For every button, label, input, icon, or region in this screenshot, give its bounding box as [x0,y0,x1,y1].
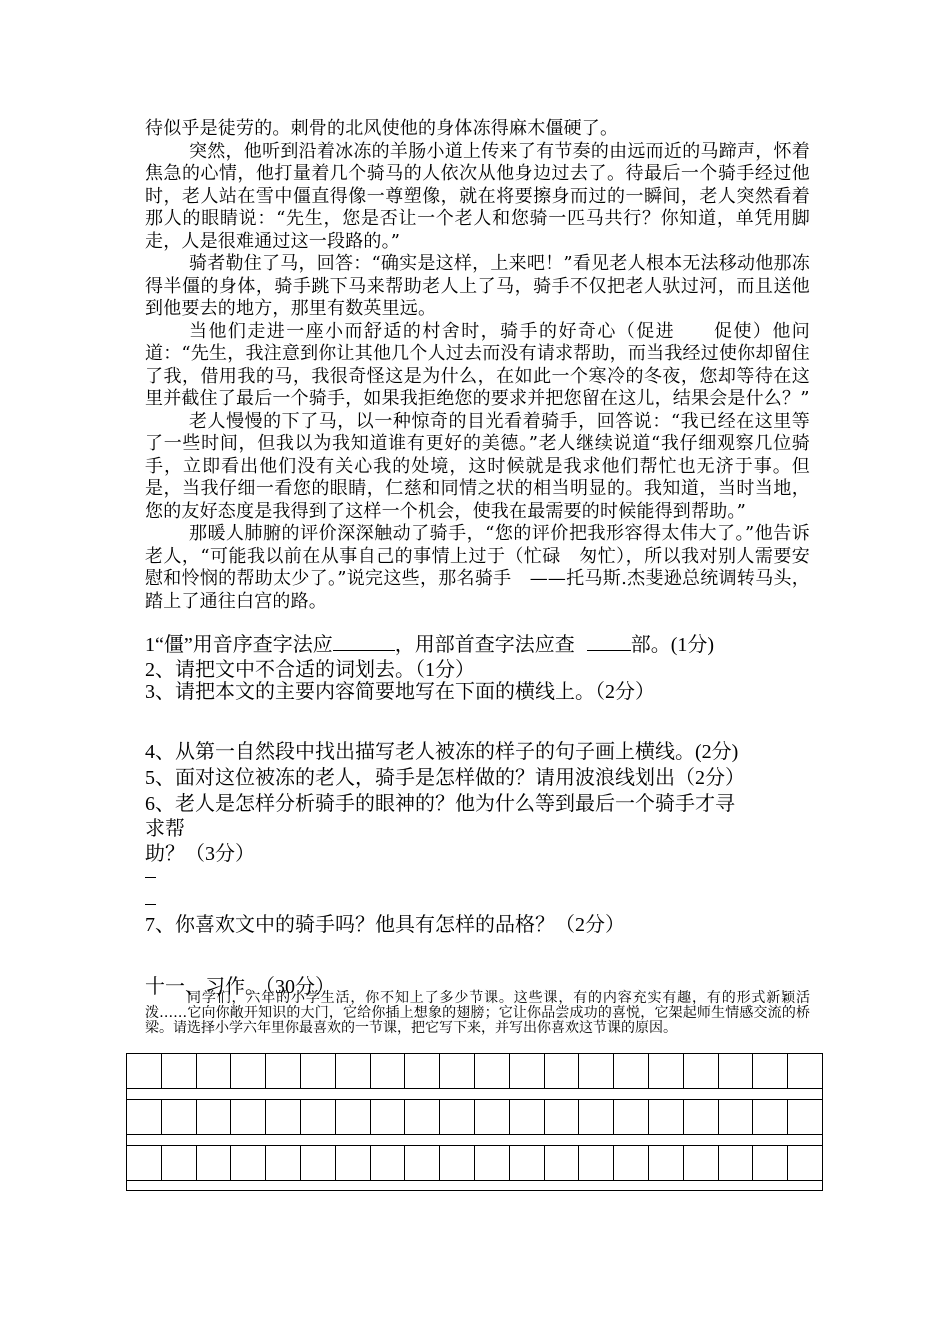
passage-paragraph: 当他们走进一座小而舒适的村舍时，骑手的好奇心（促进 促使）他问道：“先生，我注意到你让其他几个人过去而没有请求帮助，而当我经过使你却留住了我，借用我的马，我很奇怪这是为什么，在如此一个寒冷的冬夜，您却等待在这里并截住了最后一个骑手，如果我拒绝您的要求并把您留在这儿，结果会是什么？” [145,320,810,409]
grid-cell[interactable] [510,1100,545,1134]
grid-cell[interactable] [684,1100,719,1134]
grid-cell[interactable] [649,1054,684,1088]
grid-cell[interactable] [788,1100,822,1134]
grid-border [822,1053,823,1191]
passage-paragraph: 骑者勒住了马，回答：“确实是这样，上来吧！”看见老人根本无法移动他那冻得半僵的身体，骑手跳下马来帮助老人上了马，骑手不仅把老人驮过河，而且送他到他要去的地方，那里有数英里远。 [145,253,810,319]
grid-cell[interactable] [301,1100,336,1134]
passage-paragraph: 突然，他听到沿着冰冻的羊肠小道上传来了有节奏的由远而近的马蹄声，怀着焦急的心情，他打量着几个骑马的人依次从他身边过去了。待最后一个骑手经过他时，老人站在雪中僵直得像一尊塑像，就在将要擦身而过的一瞬间，老人突然看着那人的眼睛说：“先生，您是否让一个老人和您骑一匹马共行？你知道，单凭用脚走，人是很难通过这一段路的。” [145,140,810,252]
grid-cell[interactable] [405,1100,440,1134]
answer-line[interactable] [145,904,156,905]
grid-cell[interactable] [753,1100,788,1134]
question-1-text: ，用部首查字法应查 [394,634,575,656]
question-6: 6、老人是怎样分析骑手的眼神的？他为什么等到最后一个骑手才寻 [145,793,735,815]
grid-cell[interactable] [719,1146,754,1180]
grid-cell[interactable] [614,1100,649,1134]
grid-cell[interactable] [440,1100,475,1134]
grid-cell[interactable] [301,1146,336,1180]
grid-cell[interactable] [162,1100,197,1134]
grid-cell[interactable] [753,1054,788,1088]
question-4: 4、从第一自然段中找出描写老人被冻的样子的句子画上横线。(2分) [145,741,739,763]
reading-passage [145,118,810,613]
grid-cell[interactable] [510,1054,545,1088]
grid-cell[interactable] [719,1054,754,1088]
grid-cell[interactable] [753,1146,788,1180]
grid-cell[interactable] [545,1146,580,1180]
grid-cell[interactable] [197,1054,232,1088]
answer-blank[interactable] [587,632,631,651]
essay-prompt [145,991,810,1036]
question-5: 5、面对这位被冻的老人，骑手是怎样做的？请用波浪线划出（2分） [145,767,745,789]
question-1-text: 1“僵”用音序查字法应 [145,634,333,656]
grid-cell[interactable] [788,1146,822,1180]
grid-cell[interactable] [162,1054,197,1088]
grid-cell[interactable] [510,1146,545,1180]
grid-cell[interactable] [231,1146,266,1180]
grid-row [126,1145,823,1181]
grid-cell[interactable] [649,1146,684,1180]
grid-cell[interactable] [371,1054,406,1088]
question-7: 7、你喜欢文中的骑手吗？他具有怎样的品格？（2分） [145,914,625,936]
essay-prompt-text: 同学们，六年的小学生活，你不知上了多少节课。这些课，有的内容充实有趣，有的形式新颖活泼……它向你敞开知识的大门，它给你插上想象的翅膀；它让你品尝成功的喜悦，它架起师生情感交流的桥梁。请选择小学六年里你最喜欢的一节课，把它写下来，并写出你喜欢这节课的原因。 [145,990,810,1036]
grid-cell[interactable] [266,1054,301,1088]
passage-paragraph: 那暖人肺腑的评价深深触动了骑手，“您的评价把我形容得太伟大了。”他告诉老人，“可能我以前在从事自己的事情上过于（忙碌 匆忙），所以我对别人需要安慰和怜悯的帮助太少了。”说完这些，那名骑手 ——托马斯.杰斐逊总统调转马头，踏上了通往白宫的路。 [145,523,810,612]
grid-cell[interactable] [788,1054,822,1088]
question-2: 2、请把文中不合适的词划去。（1分） [145,659,475,681]
grid-cell[interactable] [197,1100,232,1134]
grid-cell[interactable] [127,1100,162,1134]
grid-cell[interactable] [684,1054,719,1088]
grid-cell[interactable] [545,1054,580,1088]
question-6-continued: 助？（3分） [145,843,255,865]
question-3: 3、请把本文的主要内容简要地写在下面的横线上。（2分） [145,681,655,703]
grid-cell[interactable] [231,1100,266,1134]
grid-cell[interactable] [684,1146,719,1180]
grid-border [126,1190,823,1191]
question-1-text: 部。(1分) [630,634,715,656]
grid-cell[interactable] [371,1146,406,1180]
grid-cell[interactable] [162,1146,197,1180]
grid-cell[interactable] [127,1146,162,1180]
grid-cell[interactable] [336,1054,371,1088]
grid-cell[interactable] [197,1146,232,1180]
grid-cell[interactable] [614,1146,649,1180]
grid-cell[interactable] [475,1054,510,1088]
passage-paragraph: 老人慢慢的下了马，以一种惊奇的目光看着骑手，回答说：“我已经在这里等了一些时间，但我以为我知道谁有更好的美德。”老人继续说道“我仔细观察几位骑手，立即看出他们没有关心我的处境，这时候就是我求他们帮忙也无济于事。但是，当我仔细一看您的眼睛，仁慈和同情之状的相当明显的。我知道，当时当地，您的友好态度是我得到了这样一个机会，使我在最需要的时候能得到帮助。” [145,410,810,522]
grid-cell[interactable] [440,1054,475,1088]
grid-cell[interactable] [649,1100,684,1134]
question-6-continued: 求帮 [145,818,185,840]
grid-cell[interactable] [301,1054,336,1088]
grid-cell[interactable] [579,1146,614,1180]
grid-cell[interactable] [579,1100,614,1134]
grid-cell[interactable] [231,1054,266,1088]
grid-cell[interactable] [336,1100,371,1134]
grid-cell[interactable] [475,1100,510,1134]
grid-cell[interactable] [440,1146,475,1180]
grid-cell[interactable] [719,1100,754,1134]
grid-row [126,1053,823,1089]
writing-grid [126,1053,823,1192]
grid-cell[interactable] [266,1146,301,1180]
grid-cell[interactable] [614,1054,649,1088]
essay-section-title: 十一、习作。（30分） [145,976,335,998]
passage-paragraph: 待似乎是徒劳的。刺骨的北风使他的身体冻得麻木僵硬了。 [145,118,619,139]
grid-cell[interactable] [579,1054,614,1088]
grid-cell[interactable] [127,1054,162,1088]
grid-row [126,1099,823,1135]
grid-cell[interactable] [266,1100,301,1134]
grid-cell[interactable] [371,1100,406,1134]
grid-cell[interactable] [336,1146,371,1180]
grid-cell[interactable] [475,1146,510,1180]
answer-blank[interactable] [333,632,395,651]
answer-line[interactable] [145,877,156,878]
grid-cell[interactable] [405,1146,440,1180]
grid-border [126,1053,127,1191]
grid-cell[interactable] [545,1100,580,1134]
grid-cell[interactable] [405,1054,440,1088]
